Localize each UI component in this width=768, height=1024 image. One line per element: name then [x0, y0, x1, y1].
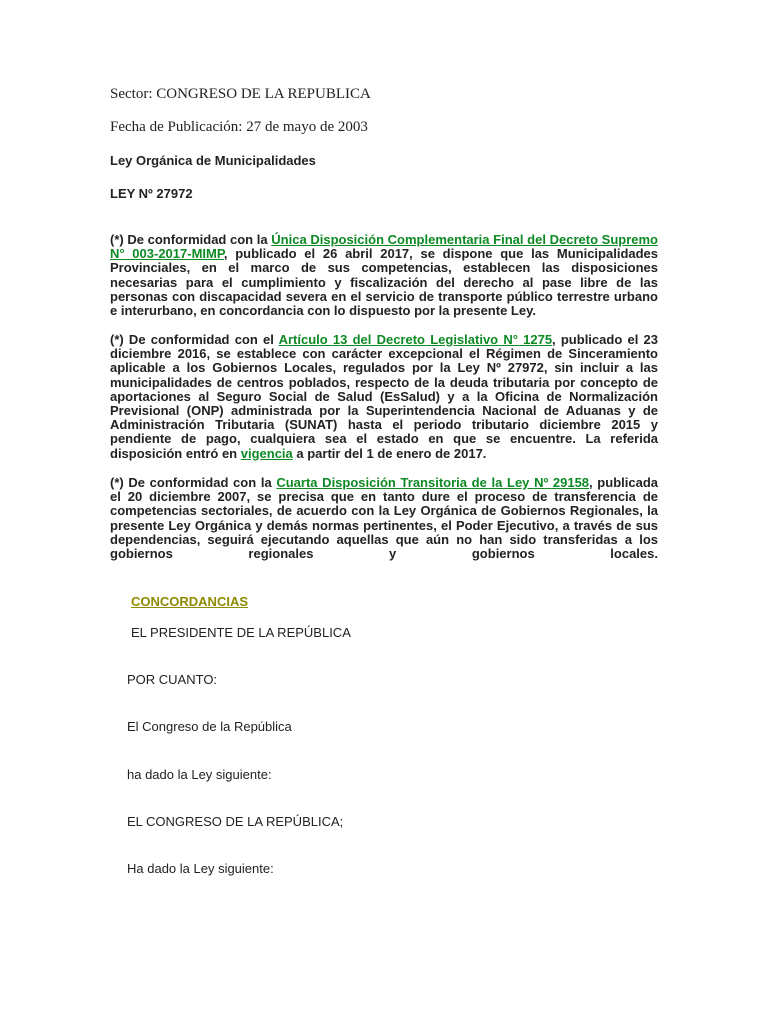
vigencia-link[interactable]: vigencia	[240, 445, 293, 461]
note-paragraph-1	[110, 233, 658, 318]
note-paragraph-3	[110, 476, 658, 561]
publication-date: Fecha de Publicación: 27 de mayo de 2003	[110, 119, 368, 135]
ley-29158-link[interactable]: Cuarta Disposición Transitoria de la Ley Nº 29158	[276, 475, 590, 490]
congreso-line-1: El Congreso de la República	[127, 719, 292, 734]
note-2-text: , publicado el 23 diciembre 2016, se establece con carácter excepcional el Régimen de Sinceramiento aplicable a los Gobiernos Locales, regulados por la Ley Nº 27972, sin incluir a las municipalidades de centros poblados, respecto de la deuda tributaria por concepto de aportaciones al Seguro Social de Salud (EsSalud) y a la Oficina de Normalización Previsional (ONP) administrada por la Superintendencia Nacional de Aduanas y de Administración Tributaria (SUNAT) hasta el periodo tributario diciembre 2015 y pendiente de pago, cualquiera sea el estado en que se encuentre. La referida disposición entró en	[110, 332, 658, 461]
president-heading: EL PRESIDENTE DE LA REPÚBLICA	[131, 625, 351, 640]
ha-dado-line-1: ha dado la Ley siguiente:	[127, 767, 272, 782]
sector-line: Sector: CONGRESO DE LA REPUBLICA	[110, 86, 371, 102]
note-paragraph-2	[110, 333, 658, 461]
decreto-supremo-003-2017-mimp-link[interactable]: Única Disposición Complementaria Final del Decreto Supremo N° 003-2017-MIMP	[110, 232, 658, 262]
law-number: LEY Nº 27972	[110, 186, 193, 201]
law-title: Ley Orgánica de Municipalidades	[110, 153, 316, 168]
decreto-legislativo-1275-link[interactable]: Artículo 13 del Decreto Legislativo N° 1275	[278, 332, 553, 347]
congreso-line-2: EL CONGRESO DE LA REPÚBLICA;	[127, 814, 344, 829]
note-3-prefix: (*) De conformidad con la	[110, 475, 277, 490]
note-1-prefix: (*) De conformidad con la	[110, 232, 272, 247]
concordancias-link[interactable]: CONCORDANCIAS	[131, 594, 248, 609]
note-2-prefix: (*) De conformidad con el	[110, 332, 279, 347]
por-cuanto: POR CUANTO:	[127, 672, 218, 687]
note-1-text: , publicado el 26 abril 2017, se dispone que las Municipalidades Provinciales, en el marco de sus competencias, establecen las disposiciones necesarias para el cumplimiento y fiscalización del derecho al pase libre de las personas con discapacidad severa en el servicio de transporte público terrestre urbano e interurbano, en concordancia con lo dispuesto por la presente Ley.	[110, 246, 659, 319]
ha-dado-line-2: Ha dado la Ley siguiente:	[127, 861, 274, 876]
note-2-suffix: a partir del 1 de enero de 2017.	[292, 445, 487, 461]
note-3-text: , publicada el 20 diciembre 2007, se precisa que en tanto dure el proceso de transferencia de competencias sectoriales, de acuerdo con la Ley Orgánica de Gobiernos Regionales, la presente Ley Orgánica y demás normas pertinentes, el Poder Ejecutivo, a través de sus dependencias, seguirá ejecutando aquellas que aún no han sido transferidas a los gobiernos regionales y gobiernos locales.	[110, 475, 658, 562]
